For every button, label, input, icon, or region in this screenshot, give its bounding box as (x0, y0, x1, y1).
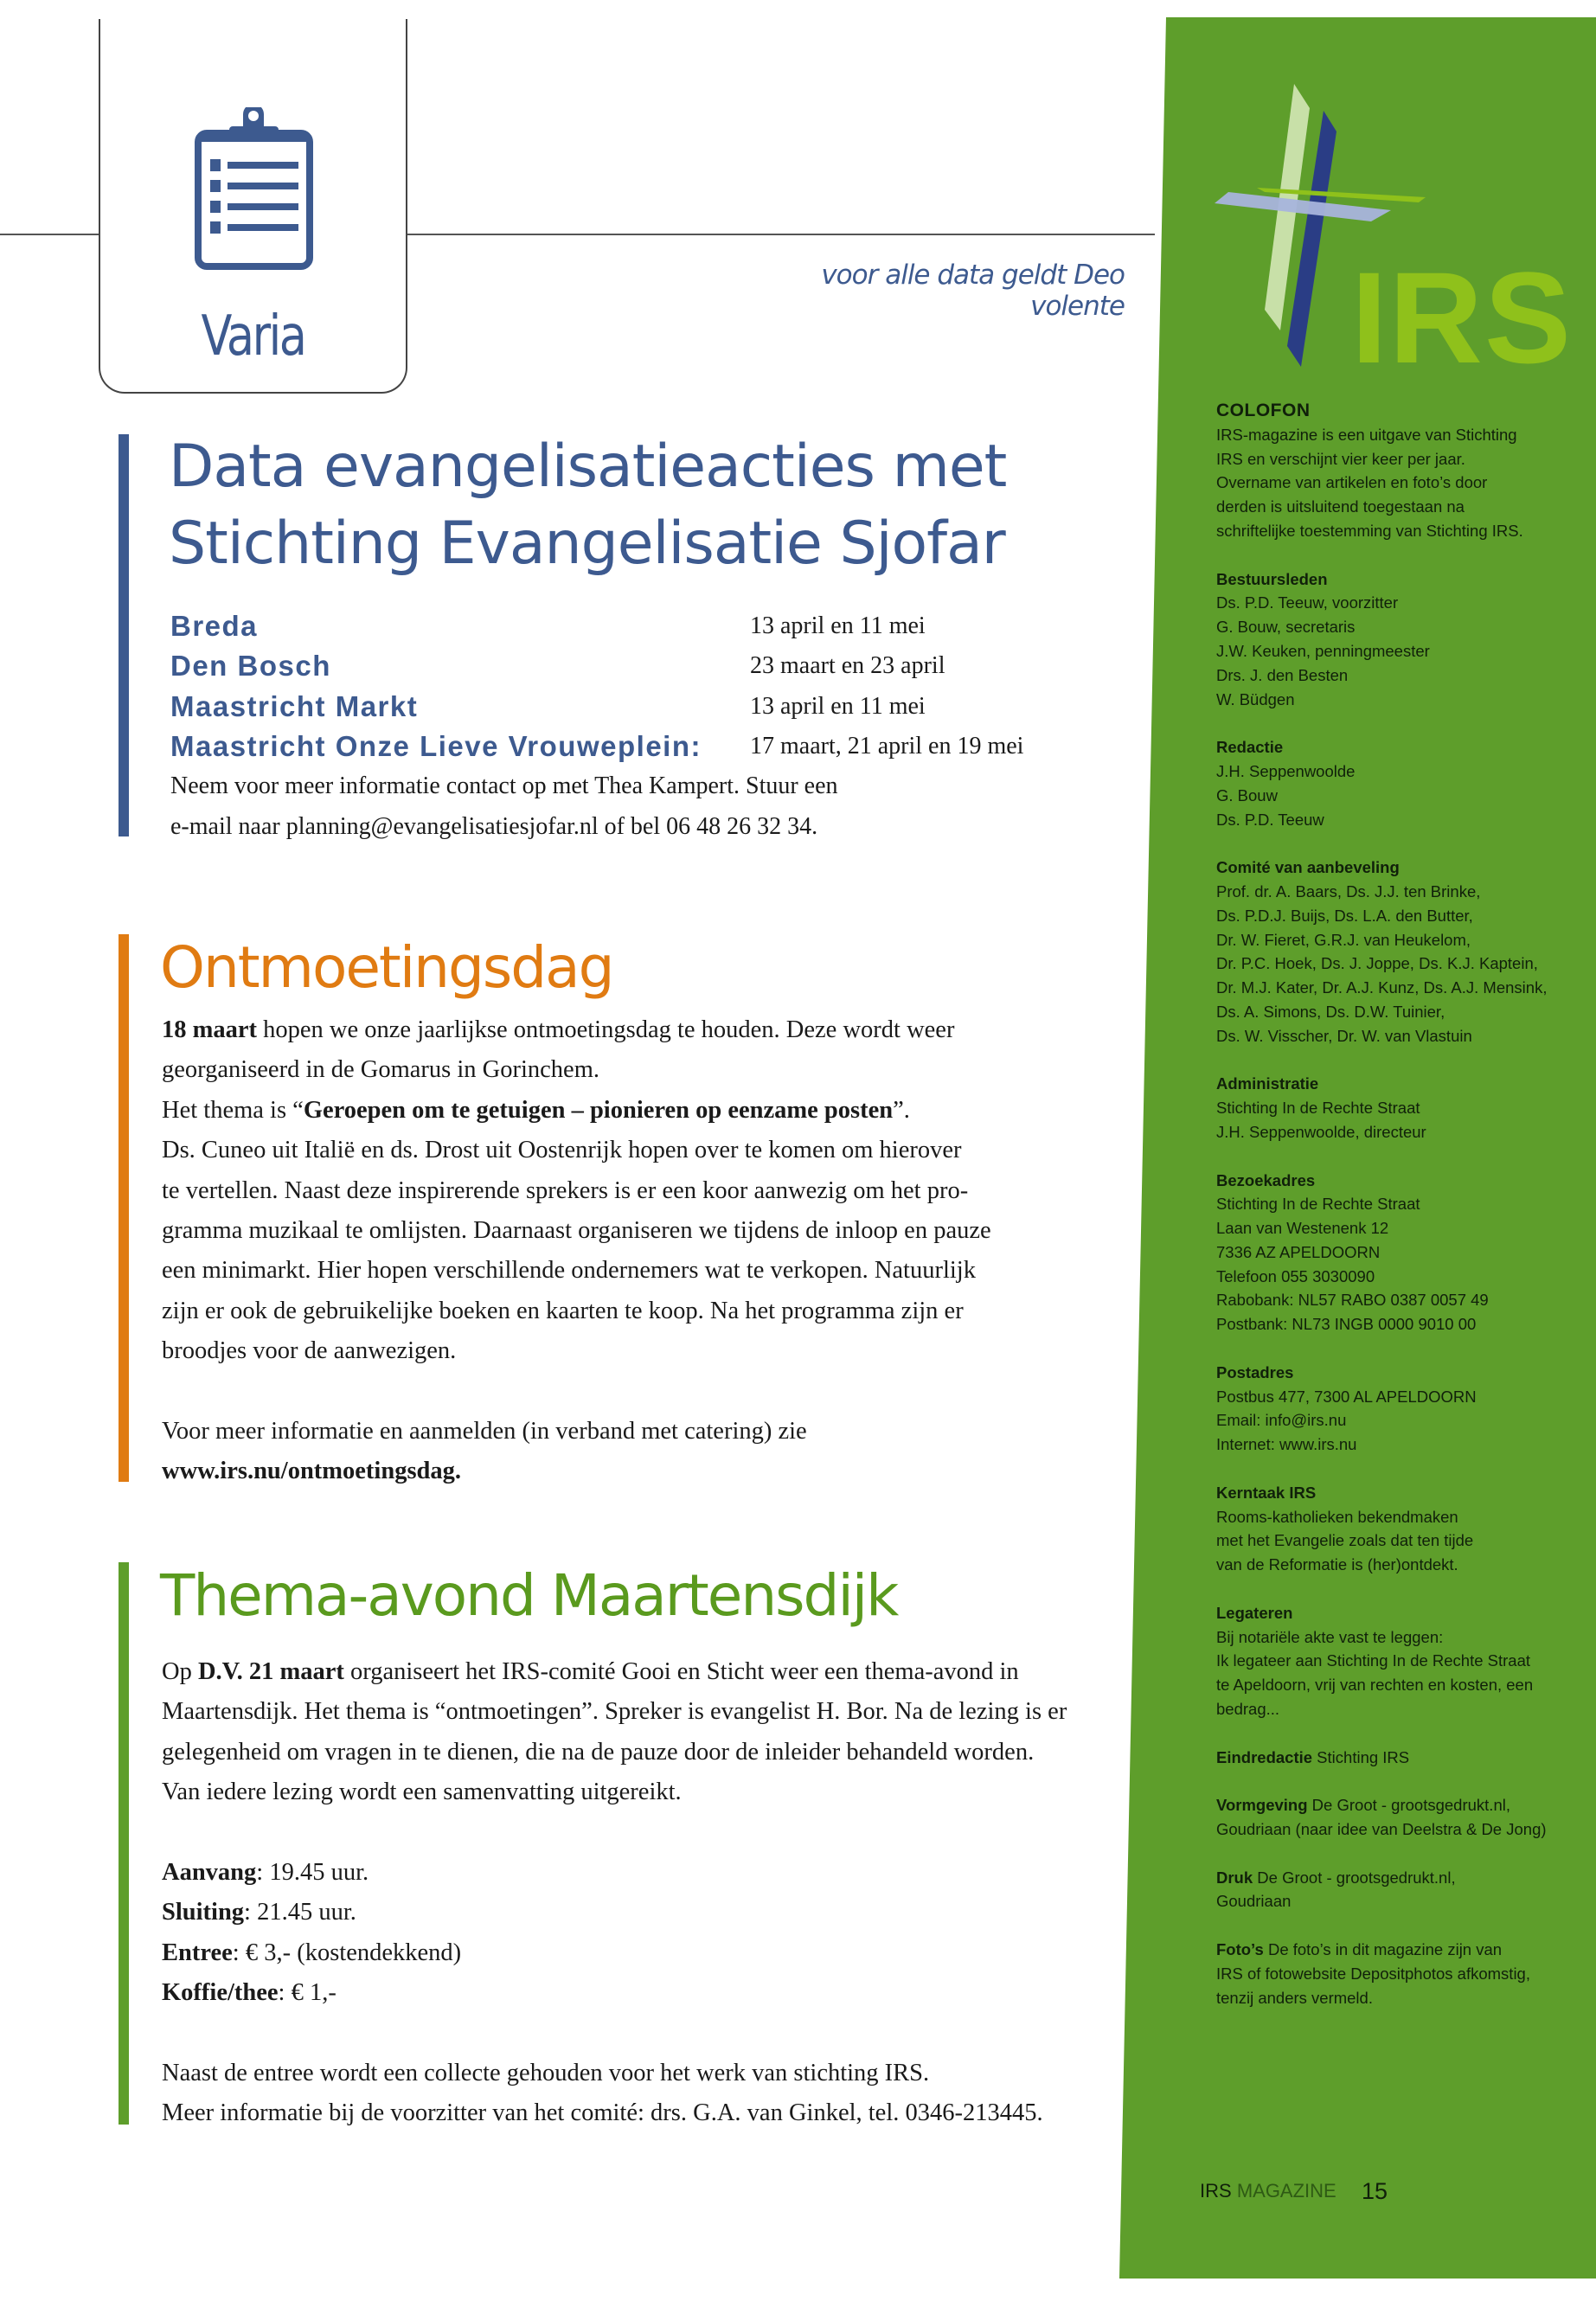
colofon-line: Telefoon 055 3030090 (1216, 1266, 1375, 1285)
colofon-line: Ds. W. Visscher, Dr. W. van Vlastuin (1216, 1026, 1472, 1045)
colofon-line: Dr. M.J. Kater, Dr. A.J. Kunz, Ds. A.J. Mensink, (1216, 978, 1548, 997)
text: : 19.45 uur. (256, 1858, 369, 1886)
colofon-section-title: Comité van aanbeveling (1216, 858, 1400, 877)
colofon-line: Ik legateer aan Stichting In de Rechte Straat (1216, 1651, 1531, 1670)
colofon-section (1216, 1793, 1588, 1842)
colofon-section-title: Vormgeving (1216, 1796, 1308, 1815)
colofon-section (1216, 1481, 1588, 1577)
colofon-section-title: Redactie (1216, 738, 1284, 757)
colofon-line: Stichting In de Rechte Straat (1216, 1195, 1420, 1214)
body-line (162, 1652, 1067, 1692)
text: Het thema is “ (162, 1096, 304, 1124)
sjofar-info-line: Neem voor meer informatie contact op met Thea Kampert. Stuur een (170, 772, 838, 800)
colofon-line: G. Bouw, secretaris (1216, 618, 1356, 637)
colofon-line: Dr. W. Fieret, G.R.J. van Heukelom, (1216, 930, 1471, 949)
page-footer (1200, 2178, 1388, 2204)
text: broodjes voor de aanwezigen. (162, 1337, 457, 1365)
colofon-line: 7336 AZ APELDOORN (1216, 1242, 1381, 1261)
colofon-line (1216, 1793, 1588, 1817)
colofon-intro (1216, 399, 1588, 543)
body-line (162, 1131, 991, 1170)
text: : 21.45 uur. (244, 1899, 356, 1926)
colofon-section (1216, 856, 1588, 1048)
location-dates: 23 maart en 23 april (750, 652, 945, 680)
section-accent-bar-green (119, 1562, 129, 2125)
body-line (162, 1050, 991, 1090)
colofon-line: IRS of fotowebsite Depositphotos afkomstig, (1216, 1964, 1530, 1983)
colofon-line: Ds. A. Simons, Ds. D.W. Tuinier, (1216, 1002, 1445, 1021)
bold-text: Aanvang (162, 1858, 257, 1886)
colofon-section-title: Bestuursleden (1216, 569, 1328, 588)
body-line (162, 2093, 1067, 2133)
location-row (170, 687, 1079, 727)
thema-avond-heading: Thema-avond Maartensdijk (160, 1562, 898, 1629)
colofon-text: De Groot - grootsgedrukt.nl, (1307, 1796, 1510, 1815)
colofon-section-title: Foto’s (1216, 1940, 1264, 1958)
body-line (162, 1171, 991, 1211)
colofon-section (1216, 1361, 1588, 1457)
colofon-line (1216, 1938, 1588, 1962)
colofon-line: IRS-magazine is een uitgave van Stichting (1216, 425, 1517, 444)
colofon-line: Postbus 477, 7300 AL APELDOORN (1216, 1387, 1477, 1406)
section-tab (99, 19, 407, 394)
text: gelegenheid om vragen in te dienen, die na de pauze door de inleider behandeld worden. (162, 1738, 1035, 1766)
section-accent-bar-orange (119, 934, 129, 1482)
text: : € 3,- (kostendekkend) (232, 1939, 462, 1966)
body-line (162, 1010, 991, 1050)
location-city: Den Bosch (170, 650, 331, 683)
colofon-section (1216, 1072, 1588, 1144)
body-line (162, 1331, 991, 1371)
colofon-line: Rabobank: NL57 RABO 0387 0057 49 (1216, 1291, 1489, 1310)
colofon-line (1216, 1866, 1588, 1890)
colofon-section (1216, 567, 1588, 712)
colofon-section-title: Bezoekadres (1216, 1170, 1316, 1189)
text: hopen we onze jaarlijkse ontmoetingsdag te houden. Deze wordt weer (257, 1016, 955, 1043)
colofon-line: IRS en verschijnt vier keer per jaar. (1216, 449, 1465, 468)
colofon-line: schriftelijke toestemming van Stichting IRS. (1216, 521, 1523, 540)
sjofar-heading-line: Data evangelisatieacties met (169, 433, 1007, 501)
colofon-text: De Groot - grootsgedrukt.nl, (1253, 1868, 1456, 1887)
footer-magazine: MAGAZINE (1236, 2180, 1336, 2202)
colofon-section (1216, 1866, 1588, 1914)
location-row (170, 727, 1079, 766)
colofon-section (1216, 735, 1588, 831)
text: een minimarkt. Hier hopen verschillende ondernemers wat te verkopen. Natuurlijk (162, 1257, 976, 1285)
page-number: 15 (1362, 2178, 1388, 2204)
body-line (162, 1853, 1067, 1893)
text: Van iedere lezing wordt een samenvatting uitgereikt. (162, 1779, 682, 1806)
colofon-line: J.W. Keuken, penningmeester (1216, 641, 1430, 660)
body-line (162, 1813, 1067, 1853)
colofon-section-title: Postadres (1216, 1362, 1294, 1381)
colofon-text: De foto’s in dit magazine zijn van (1263, 1940, 1503, 1958)
text: organiseert het IRS-comité Gooi en Sticht weer een thema-avond in (343, 1658, 1019, 1685)
section-title: Varia (201, 304, 305, 369)
body-line (162, 1733, 1067, 1772)
ontmoetingsdag-body (162, 1010, 991, 1492)
colofon-line: Prof. dr. A. Baars, Ds. J.J. ten Brinke, (1216, 881, 1481, 901)
header-rule-left (0, 234, 100, 235)
text: ”. (893, 1096, 910, 1124)
body-line (162, 1251, 991, 1291)
bold-text: Sluiting (162, 1899, 245, 1926)
body-line (162, 1452, 991, 1491)
text: Naast de entree wordt een collecte gehouden voor het werk van stichting IRS. (162, 2059, 930, 2086)
clipboard-list-icon (195, 107, 313, 270)
text: te vertellen. Naast deze inspirerende sprekers is er een koor aanwezig om het pro- (162, 1176, 969, 1204)
bold-text: www.irs.nu/ontmoetingsdag. (162, 1458, 462, 1485)
text: Voor meer informatie en aanmelden (in verband met catering) zie (162, 1417, 807, 1445)
sjofar-info-line: e-mail naar planning@evangelisatiesjofar.nl of bel 06 48 26 32 34. (170, 812, 818, 840)
colofon-section (1216, 1938, 1588, 2009)
colofon-line: Drs. J. den Besten (1216, 665, 1349, 684)
ontmoetingsdag-heading: Ontmoetingsdag (160, 934, 613, 1001)
colofon-line: Ds. P.D. Teeuw (1216, 810, 1324, 829)
body-line (162, 1372, 991, 1412)
location-dates: 13 april en 11 mei (750, 692, 926, 720)
deo-volente-note: voor alle data geldt Deo volente (821, 260, 1125, 322)
colofon-line: Overname van artikelen en foto’s door (1216, 473, 1488, 492)
location-dates: 17 maart, 21 april en 19 mei (750, 732, 1024, 760)
colofon-line: Goudriaan (naar idee van Deelstra & De Jong) (1216, 1820, 1547, 1839)
colofon-section-title: Kerntaak IRS (1216, 1483, 1317, 1502)
text: gramma muzikaal te omlijsten. Daarnaast organiseren we tijdens de inloop en pauze (162, 1216, 991, 1244)
colofon-line: Rooms-katholieken bekendmaken (1216, 1507, 1458, 1526)
colofon-line: Bij notariële akte vast te leggen: (1216, 1627, 1444, 1646)
colofon-line: Laan van Westenenk 12 (1216, 1219, 1389, 1238)
colofon-line: Email: info@irs.nu (1216, 1411, 1347, 1430)
colofon-line: G. Bouw (1216, 785, 1278, 804)
header-rule-right (407, 234, 1155, 235)
location-city: Maastricht Markt (170, 689, 419, 722)
colofon-section-title: Eindredactie (1216, 1747, 1313, 1766)
colofon-line: Postbank: NL73 INGB 0000 9010 00 (1216, 1315, 1477, 1334)
colofon-line: bedrag... (1216, 1700, 1280, 1719)
colofon-line: Goudriaan (1216, 1892, 1292, 1911)
colofon-line: Stichting In de Rechte Straat (1216, 1099, 1420, 1118)
body-line (162, 1091, 991, 1131)
colofon-line: te Apeldoorn, vrij van rechten en kosten, een (1216, 1676, 1534, 1695)
body-line (162, 1692, 1067, 1732)
text: : € 1,- (278, 1979, 337, 2007)
bold-text: Koffie/thee (162, 1979, 279, 2007)
colofon (1216, 399, 1588, 2034)
colofon-section (1216, 1746, 1588, 1770)
location-dates: 13 april en 11 mei (750, 612, 926, 639)
colofon-line: J.H. Seppenwoolde, directeur (1216, 1122, 1426, 1141)
colofon-section-title: Druk (1216, 1868, 1253, 1887)
colofon-line: tenzij anders vermeld. (1216, 1988, 1373, 2007)
body-line (162, 1973, 1067, 2013)
text: Maartensdijk. Het thema is “ontmoetingen”. Spreker is evangelist H. Bor. Na de lezing is er (162, 1698, 1067, 1726)
body-line (162, 1933, 1067, 1973)
section-accent-bar-blue (119, 434, 129, 836)
location-city: Maastricht Onze Lieve Vrouweplein: (170, 729, 702, 762)
colofon-line (1216, 1746, 1588, 1770)
colofon-section-title: Administratie (1216, 1074, 1319, 1093)
body-line (162, 1292, 991, 1331)
colofon-line: Ds. P.D.J. Buijs, Ds. L.A. den Butter, (1216, 906, 1473, 925)
bold-text: Entree (162, 1939, 233, 1966)
sjofar-heading (169, 428, 1006, 582)
body-line (162, 1412, 991, 1452)
irs-logo-text: IRS (1351, 245, 1574, 390)
bold-text: 18 maart (162, 1016, 258, 1043)
bold-text: D.V. 21 maart (197, 1658, 344, 1685)
colofon-line: Internet: www.irs.nu (1216, 1435, 1357, 1454)
body-line (162, 1772, 1067, 1812)
body-line (162, 2054, 1067, 2093)
sjofar-locations (170, 606, 1079, 847)
body-line (162, 2014, 1067, 2054)
colofon-line: J.H. Seppenwoolde (1216, 761, 1356, 780)
body-line (162, 1893, 1067, 1932)
footer-brand: IRS (1200, 2180, 1232, 2202)
colofon-section-title: Legateren (1216, 1603, 1293, 1622)
colofon-text: Stichting IRS (1312, 1747, 1410, 1766)
colofon-line: met het Evangelie zoals dat ten tijde (1216, 1531, 1474, 1550)
colofon-heading: COLOFON (1216, 401, 1311, 420)
thema-avond-body (162, 1652, 1067, 2134)
colofon-line: Ds. P.D. Teeuw, voorzitter (1216, 593, 1399, 612)
location-row (170, 606, 1079, 646)
colofon-section (1216, 1601, 1588, 1721)
colofon-line: derden is uitsluitend toegestaan na (1216, 497, 1465, 516)
location-row (170, 646, 1079, 686)
colofon-line: Dr. P.C. Hoek, Ds. J. Joppe, Ds. K.J. Kaptein, (1216, 954, 1538, 973)
location-city: Breda (170, 610, 259, 642)
text: Op (162, 1658, 198, 1685)
text: Meer informatie bij de voorzitter van het comité: drs. G.A. van Ginkel, tel. 0346-213445. (162, 2099, 1043, 2127)
body-line (162, 1211, 991, 1251)
sjofar-heading-line: Stichting Evangelisatie Sjofar (169, 510, 1005, 578)
text: zijn er ook de gebruikelijke boeken en kaarten te koop. Na het programma zijn er (162, 1297, 964, 1324)
colofon-line: W. Büdgen (1216, 689, 1295, 708)
text: georganiseerd in de Gomarus in Gorinchem. (162, 1056, 600, 1084)
text: Ds. Cuneo uit Italië en ds. Drost uit Oostenrijk hopen over te komen om hierover (162, 1137, 962, 1164)
colofon-section (1216, 1169, 1588, 1337)
colofon-line: van de Reformatie is (her)ontdekt. (1216, 1555, 1458, 1574)
bold-text: Geroepen om te getuigen – pionieren op eenzame posten (303, 1096, 894, 1124)
